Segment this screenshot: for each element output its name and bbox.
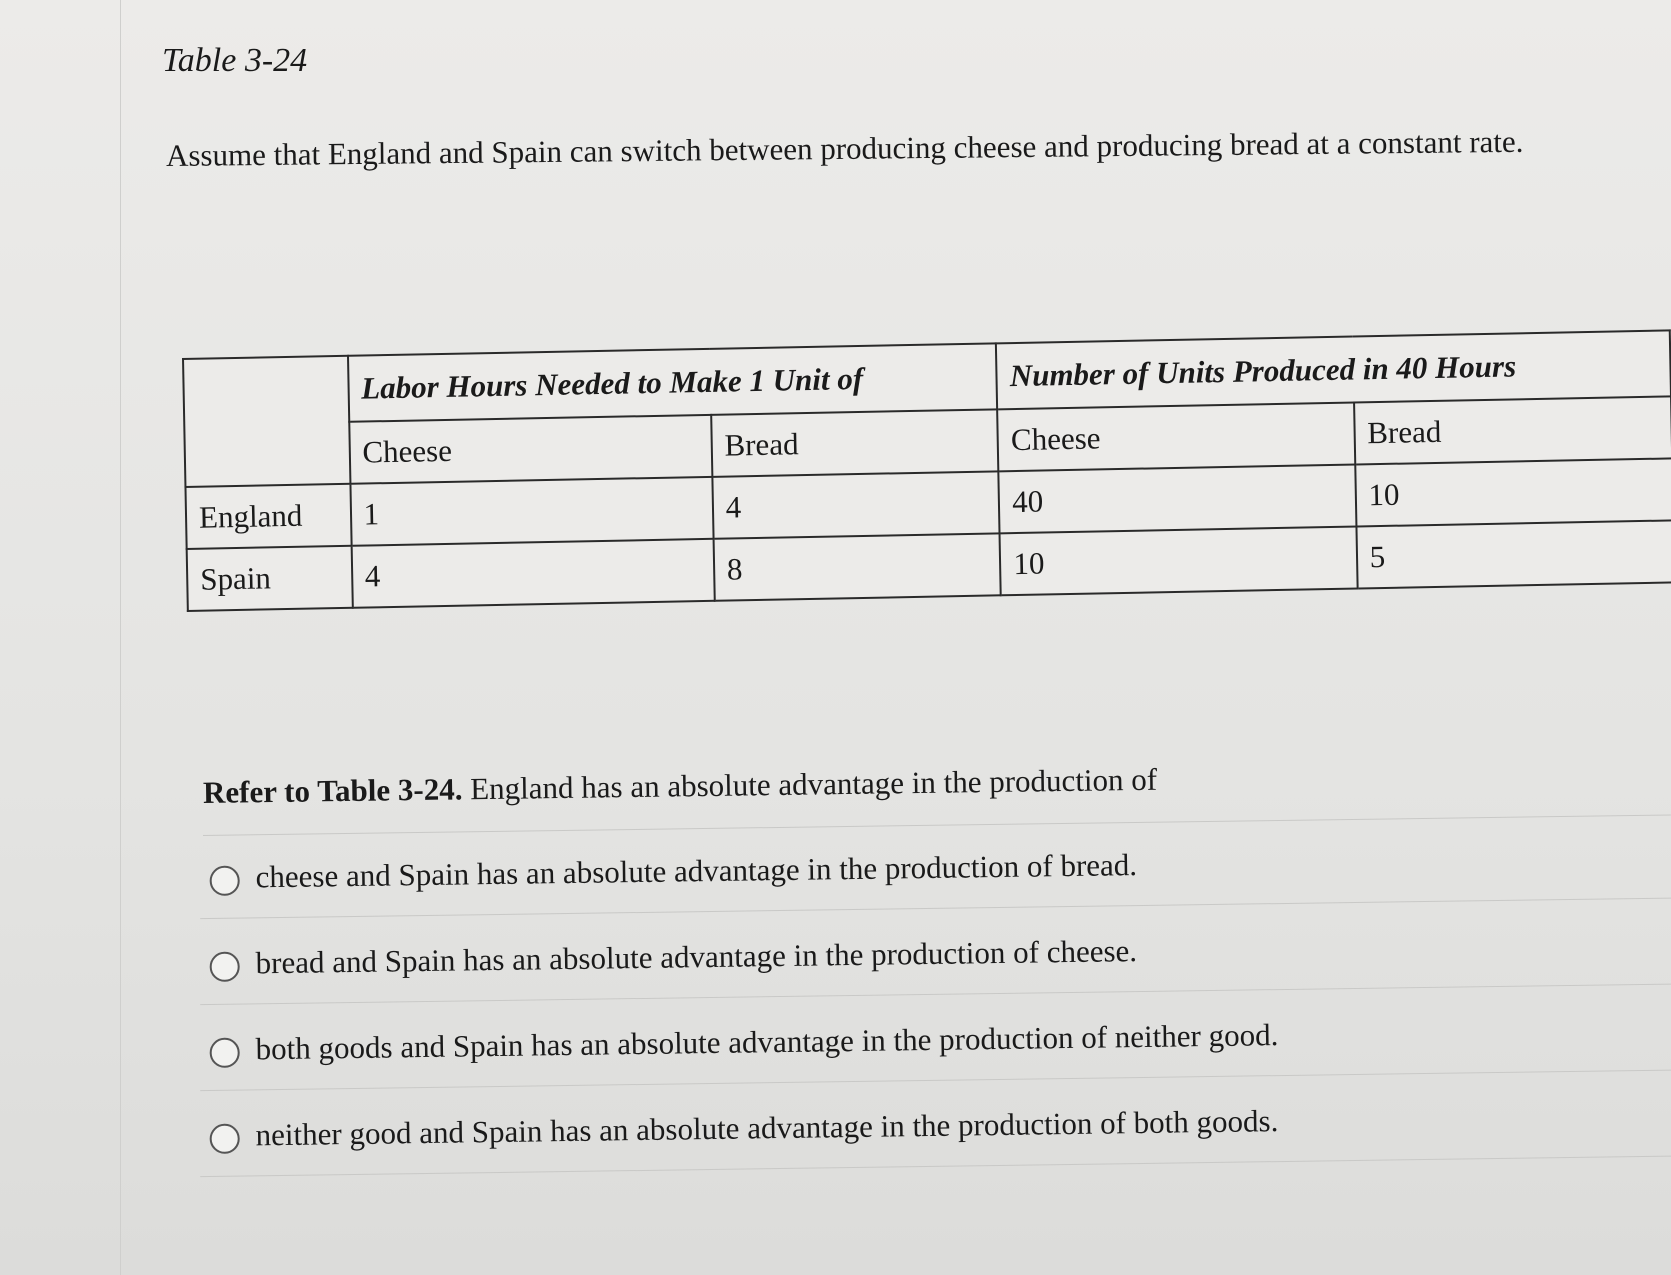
table-cell: 5 (1356, 520, 1671, 588)
answer-option-label: neither good and Spain has an absolute advantage in the production of both goods. (255, 1103, 1279, 1153)
answer-option-label: cheese and Spain has an absolute advantage in the production of bread. (255, 847, 1138, 895)
answer-option-label: bread and Spain has an absolute advantage in the production of cheese. (255, 933, 1138, 981)
answer-options (210, 847, 1671, 1204)
row-label-spain: Spain (187, 546, 353, 611)
intro-text: Assume that England and Spain can switch between producing cheese and producing bread at a constant rate. (165, 123, 1524, 173)
radio-button-icon[interactable] (209, 866, 239, 896)
sub-header-cheese-units: Cheese (997, 403, 1354, 472)
question-text (203, 762, 1158, 811)
table-cell: 8 (713, 533, 1001, 600)
table-cell: 10 (1000, 526, 1357, 595)
table-cell: 4 (351, 539, 714, 608)
table-corner-cell (183, 356, 350, 487)
page-margin-rule (120, 0, 121, 1275)
sub-header-cheese-hours: Cheese (349, 415, 712, 484)
table-cell: 1 (350, 477, 713, 546)
production-table (182, 329, 1671, 612)
question-divider (203, 815, 1671, 836)
question-reference: Refer to Table 3-24. (202, 771, 463, 810)
sub-header-bread-units: Bread (1354, 396, 1671, 464)
answer-option-label: both goods and Spain has an absolute advantage in the production of neither good. (255, 1017, 1279, 1067)
radio-button-icon[interactable] (209, 1038, 239, 1068)
table-title: Table 3-24 (162, 42, 308, 79)
row-label-england: England (185, 484, 351, 549)
radio-button-icon[interactable] (209, 1124, 239, 1154)
sub-header-bread-hours: Bread (711, 409, 999, 476)
table-cell: 4 (712, 471, 1000, 538)
group-header-labor-hours: Labor Hours Needed to Make 1 Unit of (348, 343, 998, 421)
group-header-units-produced: Number of Units Produced in 40 Hours (996, 330, 1671, 409)
question-body: England has an absolute advantage in the production of (462, 761, 1158, 807)
radio-button-icon[interactable] (209, 952, 239, 982)
table-cell: 40 (999, 465, 1356, 534)
table-cell: 10 (1355, 458, 1671, 526)
